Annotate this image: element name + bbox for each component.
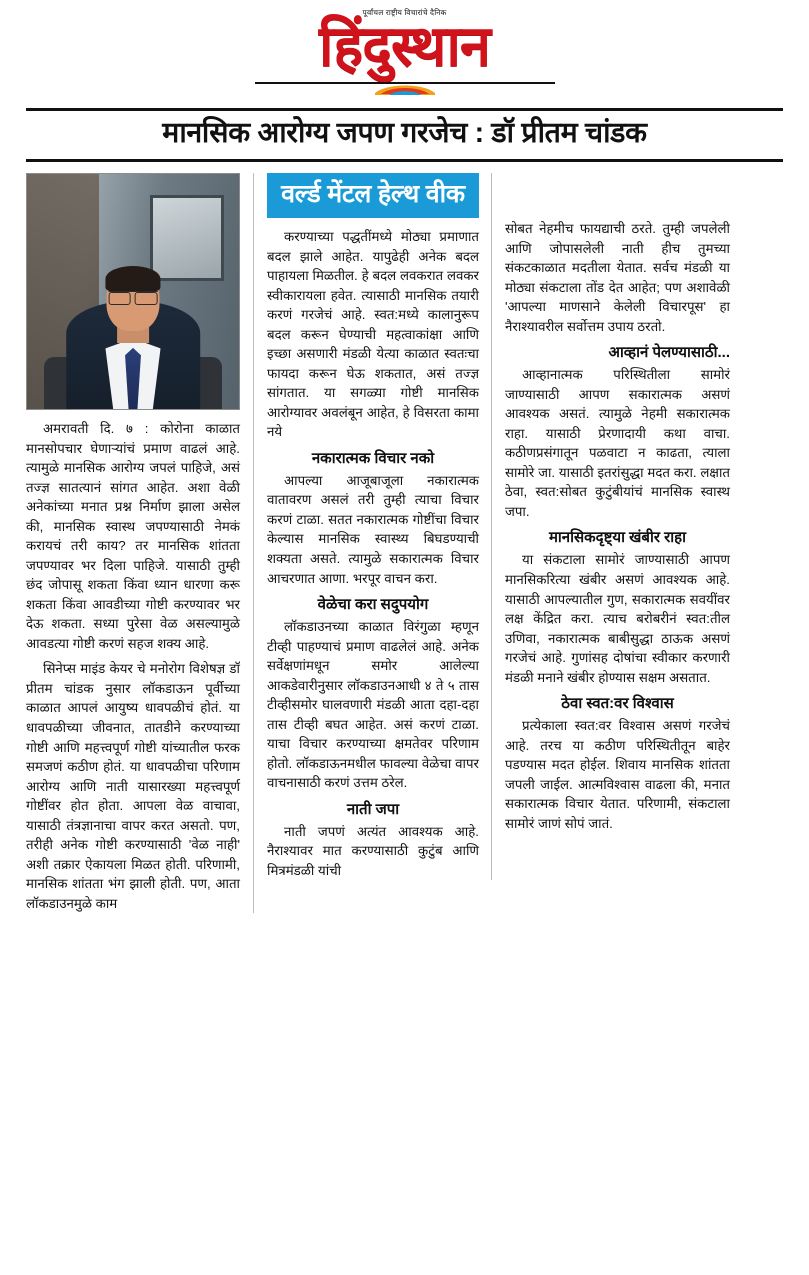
paragraph: अमरावती दि. ७ : कोरोना काळात मानसोपचार घेणाऱ्यांचं प्रमाण वाढलं आहे. त्यामुळे मानसिक आरोग्य जपलं पाहिजे, असं तज्ज्ञ सातत्यानं सांगत आहेत. अशा वेळी अनेकांच्या मनात प्रश्न निर्माण झाला असेल की, मानसिक स्वास्थ जपण्यासाठी नेमकं करायचं तरी काय? तर मानसिक शांतता जपण्यावर भर दिला पाहिजे. यासाठी तुम्ही छंद जोपासू शकता किंवा ध्यान धारणा करू शकता किंवा आवडीच्या गोष्टी करण्यावर भर देऊ शकता. सध्या पुरेसा वेळ असल्यामुळे आवडत्या गोष्टी करणं सहज शक्य आहे. [26, 421, 240, 651]
paragraph: नाती जपणं अत्यंत आवश्यक आहे. नैराश्यावर मात करण्यासाठी कुटुंब आणि मित्रमंडळी यांची [267, 823, 479, 878]
headline-container [26, 108, 783, 162]
subheading-meeting-challenges: आव्हानं पेलण्यासाठी... [608, 344, 730, 362]
paragraph: आपल्या आजूबाजूला नकारात्मक वातावरण असलं तरी तुम्ही त्याचा विचार करणं टाळा. सतत नकारात्मक गोष्टींचा विचार केल्यास मानसिक स्वास्थ्य बिघडण्याची शक्यता असते. त्यामुळे सकारात्मक विचार आचरणात आणा. भरपूर वाचन करा. [267, 472, 479, 586]
subheading-negative-thoughts: नकारात्मक विचार नको [311, 449, 435, 467]
paragraph: आव्हानात्मक परिस्थितीला सामोरं जाण्यासाठी आपण सकारात्मक असणं आवश्यक असतं. त्यामुळे नेहमी सकारात्मक राहा. यासाठी प्रेरणादायी कथा वाचा. कठीणप्रसंगातून पळवाटा न काढता, त्याला सामोरे जा. यासाठी इतरांसुद्धा मदत करा. लक्षात ठेवा, स्वत:सोबत कुटुंबीयांचं मानसिक स्वास्थ जपा. [505, 367, 730, 519]
paragraph: सोबत नेहमीच फायद्याची ठरते. तुम्ही जपलेली आणि जोपासलेली नाती हीच तुमच्या संकटकाळात मदतीला येतात. सर्वच मंडळी या मोठ्या संकटाला तोंड देत आहेत; पण अशावेळी 'आपल्या माणसाने केलेली विचारपूस' हा नैराश्यावरील सर्वोत्तम उपाय ठरतो. [505, 221, 730, 334]
paragraph: सिनेप्स माइंड केयर चे मनोरोग विशेषज्ञ डॉ प्रीतम चांडक नुसार लॉकडाऊन पूर्वीच्या काळात आपलं आयुष्य धावपळीचं होतं. या धावपळीच्या जीवनात, तातडीने करण्याच्या गोष्टी आणि महत्त्वपूर्ण गोष्टी यांच्यातील फरक समजणं कठीण होतं. या धावपळीचा परिणाम आरोग्य आणि नाती यासारख्या महत्त्वपूर्ण गोष्टींवर होत होता. आपला वेळ वाचावा, यासाठी तंत्रज्ञानाचा वापर करत असतो. पण, तरीही अनेक गोष्टी करण्यासाठी 'वेळ नाही' अशी तक्रार ऐकायला मिळत होती. परिणामी, मानसिक शांतता भंग झाली होती. पण, आता लॉकडाउनमुळे काम [26, 661, 240, 911]
column-left [26, 173, 254, 913]
column-middle [254, 173, 492, 880]
banner-spacer [505, 173, 730, 219]
subheading-keep-relations: नाती जपा [346, 800, 400, 818]
column-right [492, 173, 730, 833]
paragraph: प्रत्येकाला स्वत:वर विश्वास असणं गरजेचं आहे. तरच या कठीण परिस्थितीतून बाहेर पडण्यास मदत होईल. शिवाय मानसिक शांतता जपली जाईल. आत्मविश्वास वाढला की, मनात सकारात्मक विचार येतात. परिणामी, संकटाला सामोरं जाणं सोपं जातं. [505, 718, 730, 831]
paragraph: करण्याच्या पद्धतींमध्ये मोठ्या प्रमाणात बदल झाले आहेत. यापुढेही अनेक बदल पाहायला मिळतील. हे बदल लवकरात लवकर स्वीकारायला हवेत. त्यासाठी मानसिक तयारी करणं गरजेचं आहे. स्वत:मध्ये कालानुरूप बदल करून घेण्याची महत्वाकांक्षा आणि इच्छा असणारी मंडळी येत्या काळात स्वतःचा फायदा करून घेऊ शकतात, असं तज्ज्ञ सांगतात. या सगळ्या गोष्टी मानसिक आरोग्यावर अवलंबून आहेत, हे विसरता कामा नये [267, 229, 479, 440]
doctor-portrait-photo [26, 173, 240, 410]
left-body-text [26, 419, 240, 913]
middle-body-text [267, 227, 479, 880]
right-body-text [505, 219, 730, 833]
masthead [26, 0, 783, 96]
masthead-title: हिंदुस्थान [318, 16, 490, 78]
paragraph: लॉकडाउनच्या काळात विरंगुळा म्हणून टीव्ही पाहण्याचं प्रमाण वाढलेलं आहे. अनेक सर्वेक्षणांमधून समोर आलेल्या आकडेवारीनुसार लॉकडाउनआधी ४ ते ५ तास टीव्हीसमोर घालवणारी मंडळी आता दहा-दहा तास टीव्ही बघत आहेत. असं करणं टाळा. याचा विचार करण्याच्या क्षमतेवर परिणाम होतो. लॉकडाऊनमधील फावल्या वेळेचा वापर वाचनासाठी करणं उत्तम ठरेल. [267, 619, 479, 791]
subheading-use-time-well: वेळेचा करा सदुपयोग [317, 596, 429, 614]
page-headline: मानसिक आरोग्य जपण गरजेच : डॉ प्रीतम चांडक [162, 117, 647, 150]
subheading-be-mentally-strong: मानसिकदृष्ट्या खंबीर राहा [548, 529, 687, 547]
masthead-divider [255, 82, 555, 96]
section-banner: वर्ल्ड मेंटल हेल्थ वीक [267, 173, 479, 218]
masthead-tagline: पूर्वांचल राष्ट्रीय विचारांचे दैनिक [362, 8, 447, 17]
swoosh-icon [373, 82, 437, 96]
paragraph: या संकटाला सामोरं जाण्यासाठी आपण मानसिकरित्या खंबीर असणं आवश्यक आहे. यासाठी आपल्यातील गुण, सकारात्मक सवयींवर लक्ष केंद्रित करा. त्याच बरोबरीनं स्वत:तील उणिवा, नकारात्मक बाबीसुद्धा ठाऊक असणं गरजेचं आहे. गुणांसह दोषांचा स्वीकार करणारी मंडळी मनाने खंबीर होण्यास सक्षम असतात. [505, 552, 730, 685]
subheading-trust-yourself: ठेवा स्वत:वर विश्वास [561, 695, 674, 713]
article-columns [26, 173, 783, 913]
